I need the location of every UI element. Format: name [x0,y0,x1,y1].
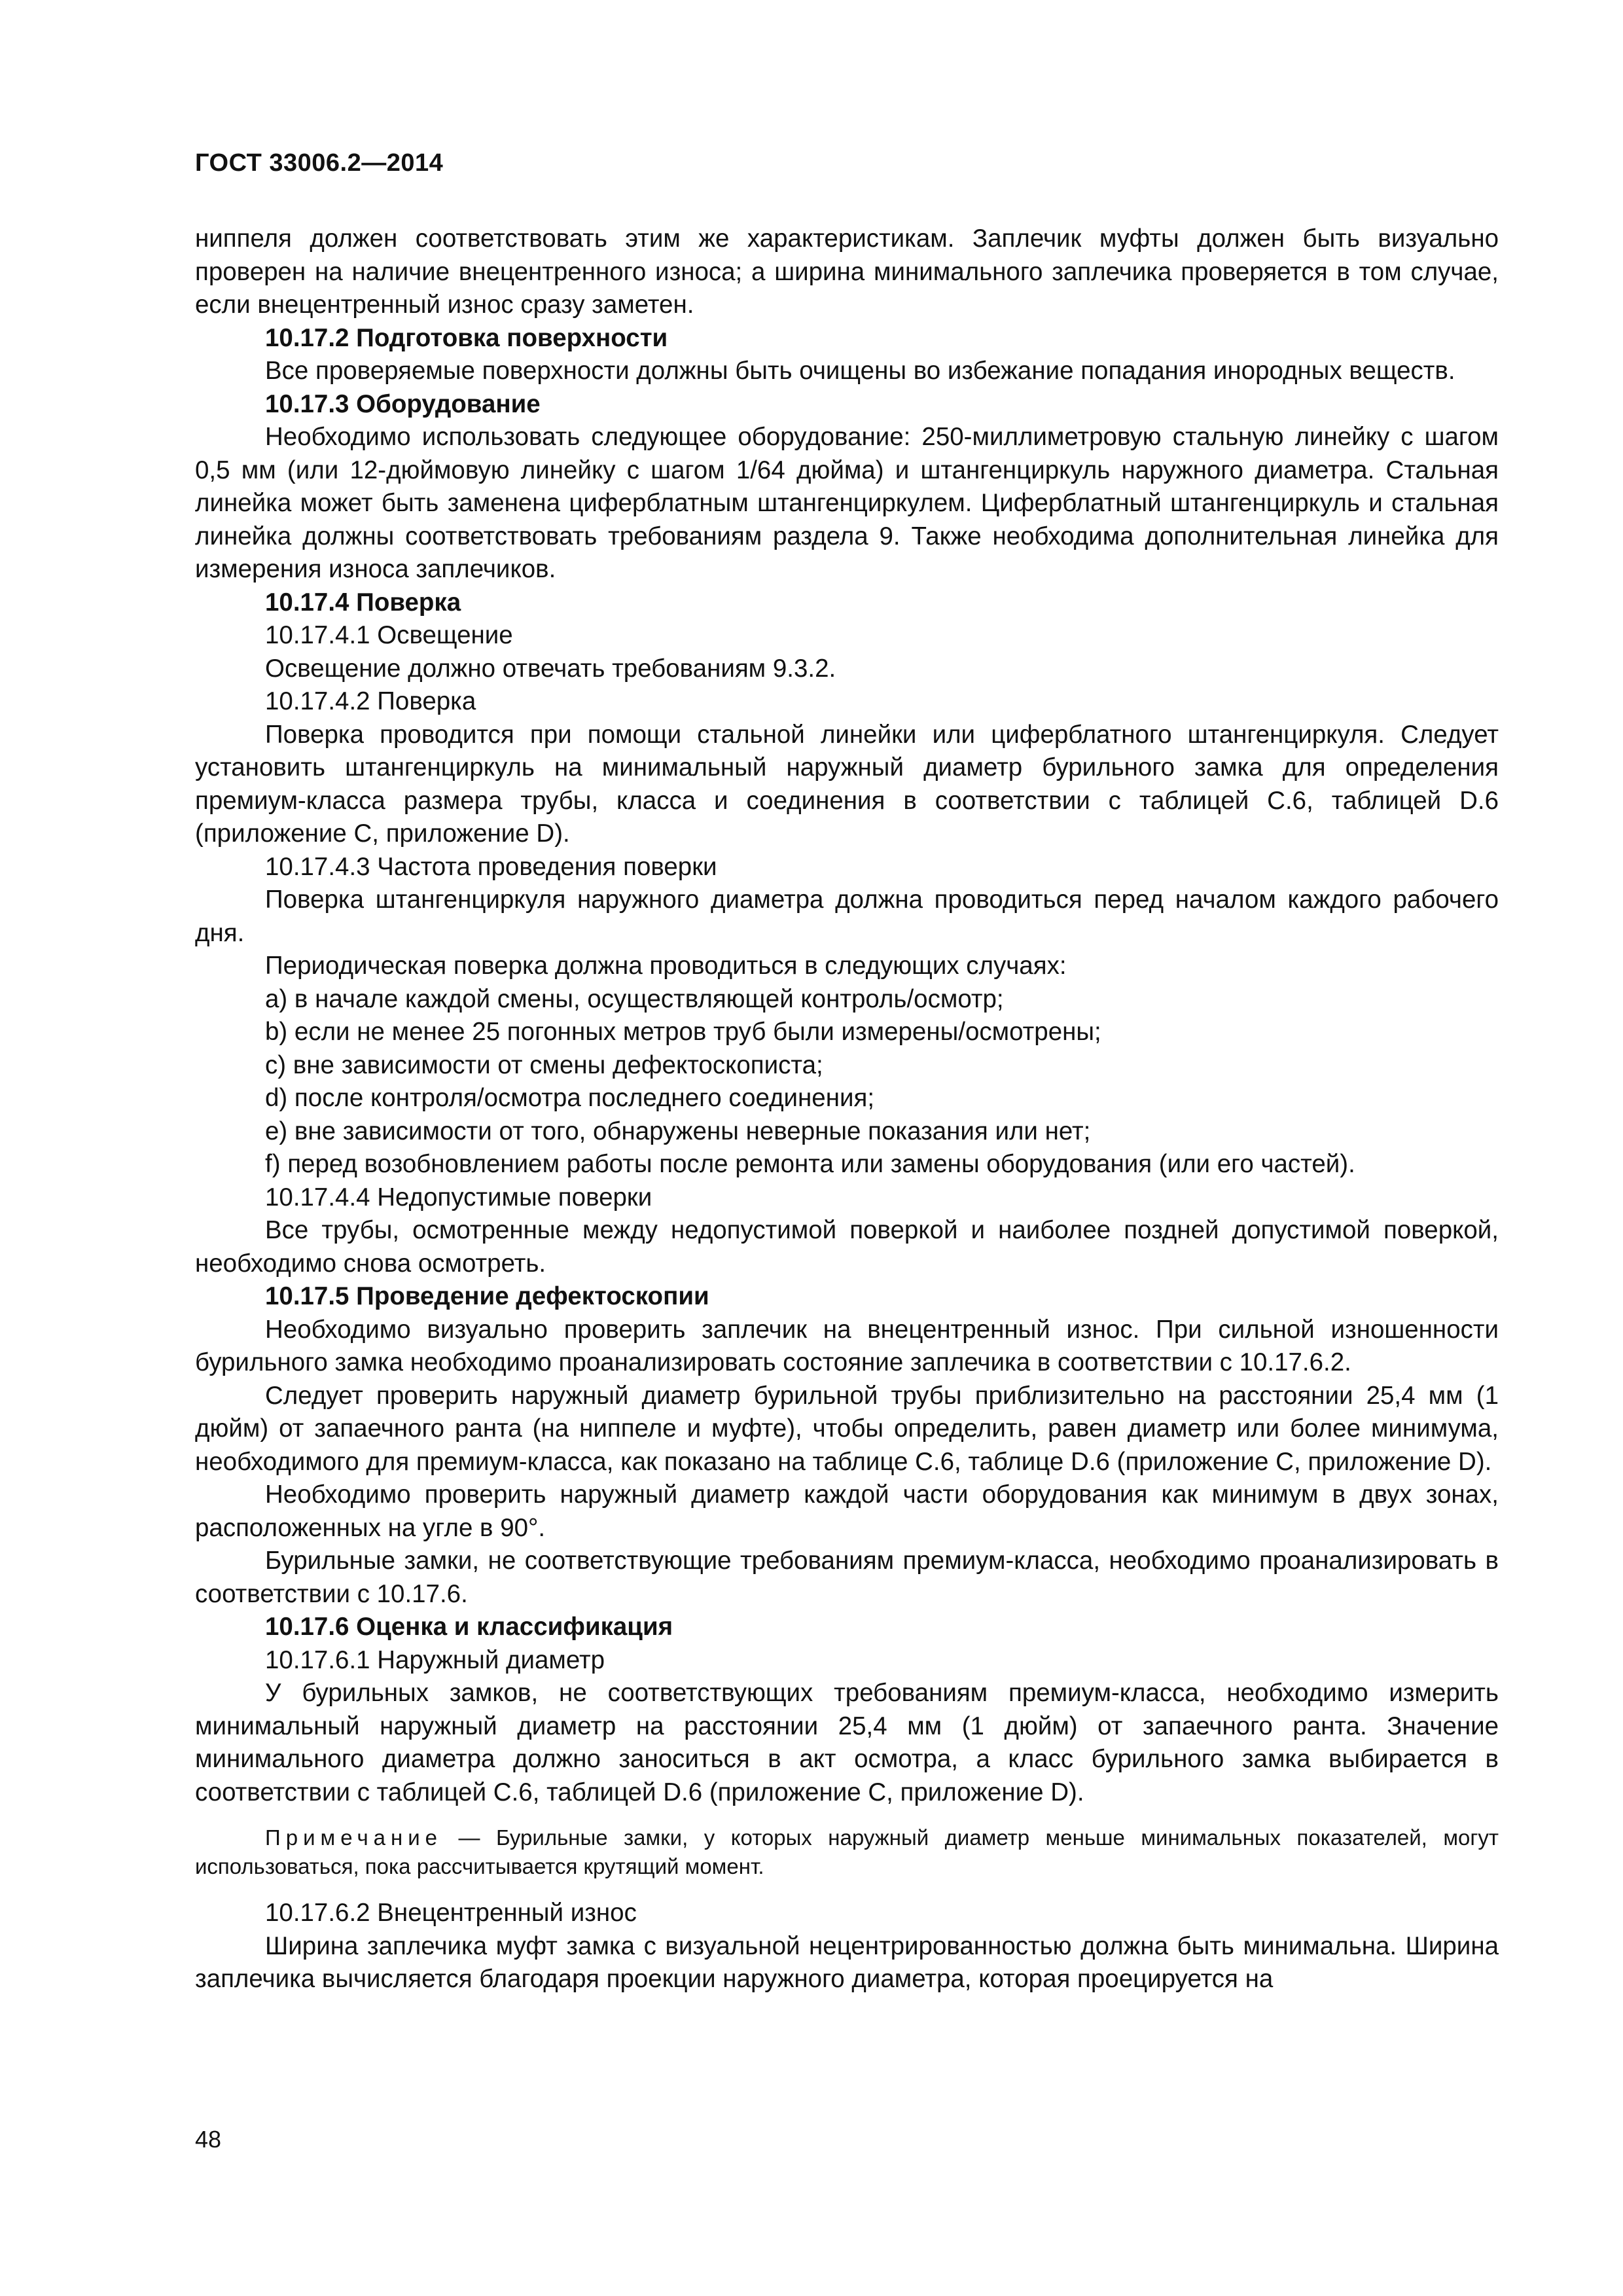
subsection-title: 10.17.4.3 Частота проведения поверки [265,852,717,881]
section-heading: 10.17.3 Оборудование [265,389,541,418]
paragraph: Все проверяемые поверхности должны быть очищены во избежание попадания инородных веществ. [265,357,1455,385]
subsection-title: 10.17.6.2 Внецентренный износ [265,1899,637,1927]
paragraph: a) в начале каждой смены, осуществляющей контроль/осмотр; [265,984,1004,1013]
paragraph: Поверка проводится при помощи стальной линейки или циферблатного штангенциркуля. Следует установить штангенциркуль на минимальный наружный диаметр бурильного замка для определения премиум-класса размера трубы, класса и соединения в соответствии с таблицей С.6, таблицей D.6 (приложение С, приложение D). [195,720,1499,848]
paragraph: b) если не менее 25 погонных метров труб были измерены/осмотрены; [265,1018,1101,1046]
document-body [195,223,1499,1996]
paragraph: d) после контроля/осмотра последнего соединения; [265,1084,875,1112]
note-label: Примечание [265,1825,443,1850]
paragraph: Необходимо проверить наружный диаметр каждой части оборудования как минимум в двух зонах, расположенных на угле в 90°. [195,1480,1499,1542]
section-heading: 10.17.5 Проведение дефектоскопии [265,1282,709,1310]
paragraph: e) вне зависимости от того, обнаружены неверные показания или нет; [265,1117,1091,1145]
page-number: 48 [195,2126,222,2153]
section-heading: 10.17.6 Оценка и классификация [265,1613,673,1641]
subsection-title: 10.17.4.4 Недопустимые поверки [265,1183,652,1211]
section-heading: 10.17.2 Подготовка поверхности [265,323,668,352]
paragraph: Бурильные замки, не соответствующие требованиям премиум-класса, необходимо проанализировать в соответствии с 10.17.6. [195,1547,1499,1608]
paragraph: ниппеля должен соответствовать этим же характеристикам. Заплечик муфты должен быть визуально проверен на наличие внецентренного износа; а ширина минимального заплечика проверяется в том случае, если внецентренный износ сразу заметен. [195,224,1499,319]
paragraph: Освещение должно отвечать требованиям 9.3.2. [265,654,836,683]
subsection-title: 10.17.4.1 Освещение [265,621,513,649]
paragraph: Следует проверить наружный диаметр бурильной трубы приблизительно на расстоянии 25,4 мм (1 дюйм) от запаечного ранта (на ниппеле и муфте), чтобы определить, равен диаметр или более минимума, необходимого для премиум-класса, как показано на таблице С.6, таблице D.6 (приложение С, приложение D). [195,1381,1499,1476]
section-heading: 10.17.4 Поверка [265,588,461,617]
note-block [195,1823,1499,1881]
paragraph: f) перед возобновлением работы после ремонта или замены оборудования (или его частей). [265,1150,1355,1178]
paragraph: У бурильных замков, не соответствующих требованиям премиум-класса, необходимо измерить минимальный наружный диаметр на расстоянии 25,4 мм (1 дюйм) от запаечного ранта. Значение минимального диаметра должно заноситься в акт осмотра, а класс бурильного замка выбирается в соответствии с таблицей С.6, таблицей D.6 (приложение С, приложение D). [195,1679,1499,1806]
paragraph: Поверка штангенциркуля наружного диаметра должна проводиться перед началом каждого рабочего дня. [195,886,1499,947]
text-section-main [195,223,1499,1809]
subsection-title: 10.17.6.1 Наружный диаметр [265,1645,605,1674]
note-text: — Бурильные замки, у которых наружный диаметр меньше минимальных показателей, могут использоваться, пока рассчитывается крутящий момент. [195,1825,1499,1878]
paragraph: c) вне зависимости от смены дефектоскописта; [265,1050,823,1079]
paragraph: Ширина заплечика муфт замка с визуальной нецентрированностью должна быть минимальна. Ширина заплечика вычисляется благодаря проекции наружного диаметра, которая проецируется на [195,1931,1499,1993]
text-section-after-note [195,1897,1499,1996]
paragraph: Необходимо визуально проверить заплечик на внецентренный износ. При сильной изношенности бурильного замка необходимо проанализировать состояние заплечика в соответствии с 10.17.6.2. [195,1315,1499,1376]
subsection-title: 10.17.4.2 Поверка [265,687,476,715]
paragraph: Необходимо использовать следующее оборудование: 250-миллиметровую стальную линейку с шагом 0,5 мм (или 12-дюймовую линейку с шагом 1/64 дюйма) и штангенциркуль наружного диаметра. Стальная линейка может быть заменена циферблатным штангенциркулем. Циферблатный штангенциркуль и стальная линейка должны соответствовать требованиям раздела 9. Также необходима дополнительная линейка для измерения износа заплечиков. [195,423,1499,583]
paragraph: Все трубы, осмотренные между недопустимой поверкой и наиболее поздней допустимой поверкой, необходимо снова осмотреть. [195,1216,1499,1278]
document-header: ГОСТ 33006.2—2014 [195,149,444,177]
paragraph: Периодическая поверка должна проводиться в следующих случаях: [265,952,1067,980]
